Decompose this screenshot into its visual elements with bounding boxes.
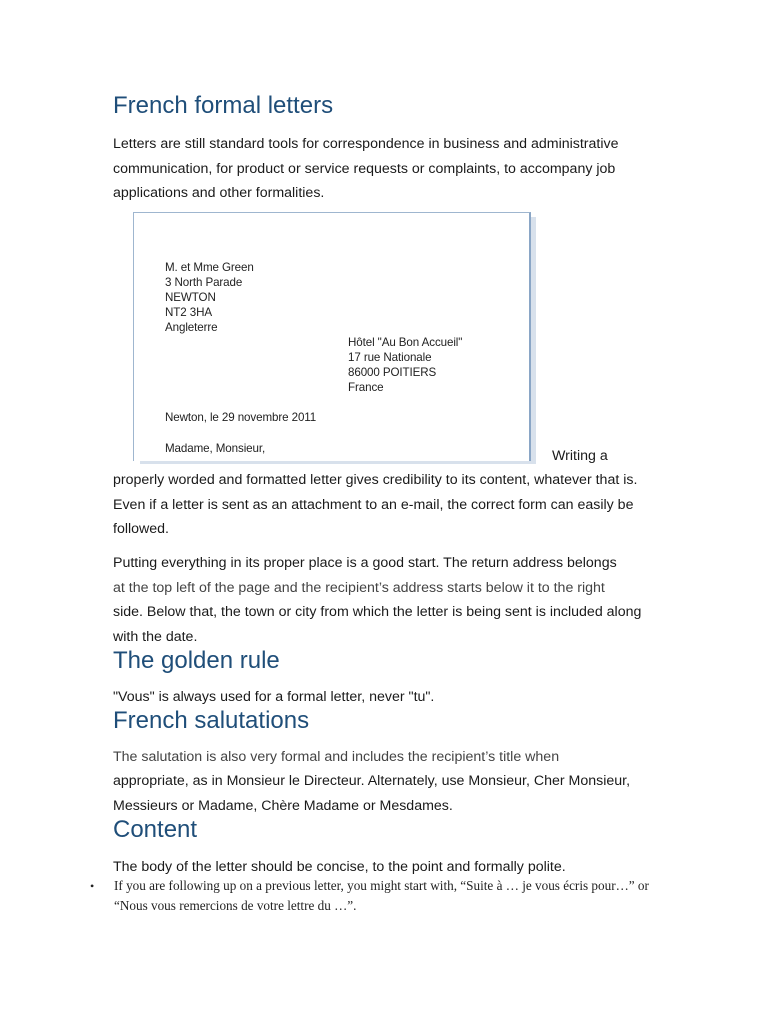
placement-paragraph-line-3: side. Below that, the town or city from which the letter is being sent is included along with the date. xyxy=(113,604,642,645)
page-title: French formal letters xyxy=(113,92,334,119)
sender-line: 3 North Parade xyxy=(165,276,243,289)
letter-salutation: Madame, Monsieur, xyxy=(165,442,266,455)
sender-line: NEWTON xyxy=(165,291,216,304)
letter-example-image xyxy=(133,212,531,461)
content-heading: Content xyxy=(113,816,198,843)
salutations-text-line-1: The salutation is also very formal and includes the recipient’s title when xyxy=(113,749,560,765)
intro-paragraph: Letters are still standard tools for correspondence in business and administrative communication, for product or service requests or complaints, to accompany job applications and other formalities. xyxy=(113,136,619,202)
recipient-line: France xyxy=(348,381,384,394)
golden-rule-text: "Vous" is always used for a formal letter, never "tu". xyxy=(113,689,435,705)
placement-paragraph-line-2: at the top left of the page and the recipient’s address starts below it to the right xyxy=(113,580,605,596)
content-text: The body of the letter should be concise, to the point and formally polite. xyxy=(113,859,566,875)
recipient-line: Hôtel "Au Bon Accueil" xyxy=(348,336,463,349)
letter-date-line: Newton, le 29 novembre 2011 xyxy=(165,411,317,424)
recipient-line: 86000 POITIERS xyxy=(348,366,437,379)
list-item xyxy=(90,876,650,916)
writing-lead-text: Writing a xyxy=(552,448,608,464)
recipient-line: 17 rue Nationale xyxy=(348,351,432,364)
content-bullet-list xyxy=(90,876,650,916)
sender-line: NT2 3HA xyxy=(165,306,212,319)
sender-line: M. et Mme Green xyxy=(165,261,254,274)
salutations-heading: French salutations xyxy=(113,707,310,734)
sender-line: Angleterre xyxy=(165,321,218,334)
golden-rule-heading: The golden rule xyxy=(113,647,280,674)
salutations-text-line-2: appropriate, as in Monsieur le Directeur. Alternately, use Monsieur, Cher Monsieur, Messieurs or Madame, Chère Madame or Mesdames. xyxy=(113,773,631,814)
placement-paragraph-line-1: Putting everything in its proper place is a good start. The return address belongs xyxy=(113,555,617,571)
bullet-icon: • xyxy=(90,879,95,893)
writing-paragraph: properly worded and formatted letter gives credibility to its content, whatever that is. Even if a letter is sent as an attachment to an e-mail, the correct form can easily be followed. xyxy=(113,472,638,538)
bullet-text: If you are following up on a previous letter, you might start with, “Suite à … je vous écris pour…” or “Nous vous remercions de votre lettre du …”. xyxy=(114,878,649,913)
